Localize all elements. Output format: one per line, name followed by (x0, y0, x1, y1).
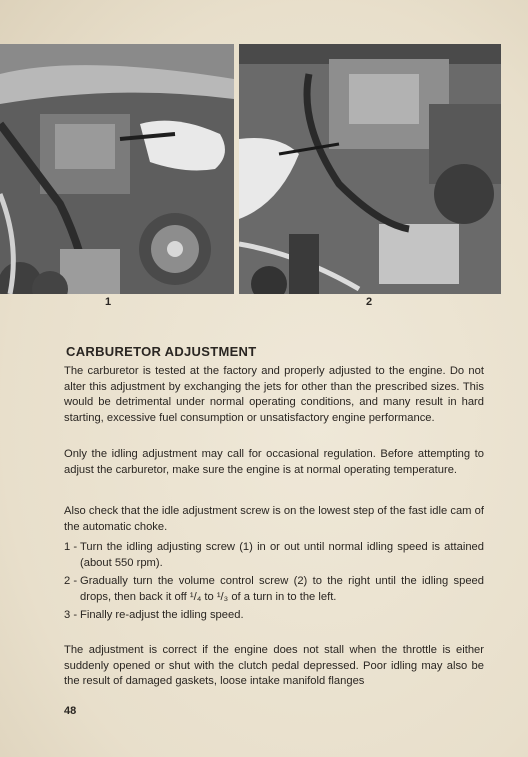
engine-photo-1 (0, 44, 234, 294)
step-number: 3 - (64, 609, 78, 621)
step-number: 1 - (64, 541, 78, 553)
section-title: CARBURETOR ADJUSTMENT (66, 344, 257, 359)
paragraph-1: The carburetor is tested at the factory and properly adjusted to the engine. Do not alter this adjustment by exchanging the jets for other than the prescribed sizes. This would be detrimental under normal operating conditions, and many result in hard starting, excessive fuel consumption or unsatisfactory engine performance. (64, 365, 484, 424)
step-number: 2 - (64, 575, 78, 587)
step-item-2 (64, 574, 484, 605)
engine-photo-2-image (239, 44, 501, 294)
paragraph-3: Also check that the idle adjustment screw is on the lowest step of the fast idle cam of the automatic choke. (64, 505, 484, 533)
step-item-3 (64, 608, 484, 624)
step-text: Finally re-adjust the idling speed. (80, 609, 244, 621)
page-number: 48 (64, 705, 77, 717)
step-text: Gradually turn the volume control screw (2) to the right until the idling speed drops, then back it off ¹/₄ to ¹/₃ of a turn in to the left. (80, 575, 484, 603)
figure-1-caption: 1 (105, 296, 112, 308)
adjustment-steps (64, 540, 484, 627)
engine-photo-2 (239, 44, 501, 294)
paragraph-2: Only the idling adjustment may call for occasional regulation. Before attempting to adjust the carburetor, make sure the engine is at normal operating temperature. (64, 448, 484, 476)
engine-photo-1-image (0, 44, 234, 294)
step-text: Turn the idling adjusting screw (1) in or out until normal idling speed is attained (about 550 rpm). (80, 541, 484, 569)
figure-2-caption: 2 (366, 296, 373, 308)
step-item-1 (64, 540, 484, 571)
closing-paragraph: The adjustment is correct if the engine does not stall when the throttle is either suddenly opened or shut with the clutch pedal depressed. Poor idling may also be the result of damaged gaskets, loose intake manifold flanges (64, 644, 484, 687)
